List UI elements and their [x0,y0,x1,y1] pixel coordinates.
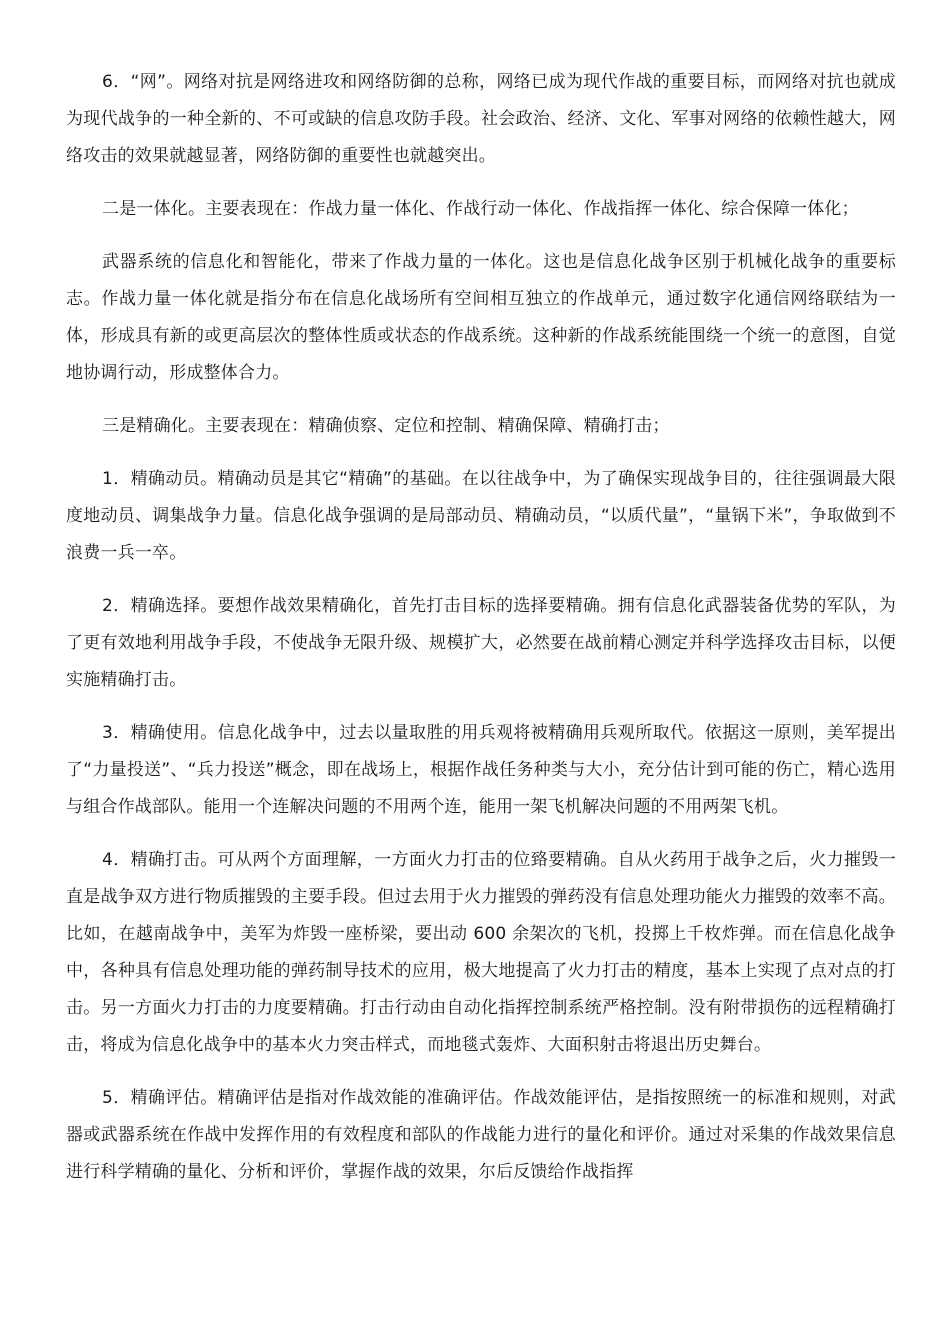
paragraph-precise-mobilization: 1．精确动员。精确动员是其它“精确”的基础。在以往战争中，为了确保实现战争目的，往往强调最大限度地动员、调集战争力量。信息化战争强调的是局部动员、精确动员，“以质代量”，“量锅下米”，争取做到不浪费一兵一卒。 [66,469,896,563]
paragraph-network-confrontation: 6．“网”。网络对抗是网络进攻和网络防御的总称，网络已成为现代作战的重要目标，而网络对抗也就成为现代战争的一种全新的、不可或缺的信息攻防手段。社会政治、经济、文化、军事对网络的依赖性越大，网络攻击的效果就越显著，网络防御的重要性也就越突出。 [66,72,896,166]
paragraph-integration-heading: 二是一体化。主要表现在：作战力量一体化、作战行动一体化、作战指挥一体化、综合保障一体化； [102,199,859,219]
paragraph-precise-selection: 2．精确选择。要想作战效果精确化，首先打击目标的选择要精确。拥有信息化武器装备优势的军队，为了更有效地利用战争手段，不使战争无限升级、规模扩大，必然要在战前精心测定并科学选择攻击目标，以便实施精确打击。 [66,596,896,690]
paragraph-precise-strike: 4．精确打击。可从两个方面理解，一方面火力打击的位臵要精确。自从火药用于战争之后，火力摧毁一直是战争双方进行物质摧毁的主要手段。但过去用于火力摧毁的弹药没有信息处理功能火力摧毁的效率不高。比如，在越南战争中，美军为炸毁一座桥梁，要出动 600 余架次的飞机，投掷上千枚炸弹。而在信息化战争中，各种具有信息处理功能的弹药制导技术的应用，极大地提高了火力打击的精度，基本上实现了点对点的打击。另一方面火力打击的力度要精确。打击行动由自动化指挥控制系统严格控制。没有附带损伤的远程精确打击，将成为信息化战争中的基本火力突击样式，而地毯式轰炸、大面积射击将退出历史舞台。 [66,850,896,1055]
paragraph-precise-assessment: 5．精确评估。精确评估是指对作战效能的准确评估。作战效能评估，是指按照统一的标准和规则，对武器或武器系统在作战中发挥作用的有效程度和部队的作战能力进行的量化和评价。通过对采集的作战效果信息进行科学精确的量化、分析和评价，掌握作战的效果，尔后反馈给作战指挥 [66,1088,896,1182]
paragraph-integration-body: 武器系统的信息化和智能化，带来了作战力量的一体化。这也是信息化战争区别于机械化战争的重要标志。作战力量一体化就是指分布在信息化战场所有空间相互独立的作战单元，通过数字化通信网络联结为一体，形成具有新的或更高层次的整体性质或状态的作战系统。这种新的作战系统能围绕一个统一的意图，自觉地协调行动，形成整体合力。 [66,252,896,383]
paragraph-precise-use: 3．精确使用。信息化战争中，过去以量取胜的用兵观将被精确用兵观所取代。依据这一原则，美军提出了“力量投送”、“兵力投送”概念，即在战场上，根据作战任务种类与大小，充分估计到可能的伤亡，精心选用与组合作战部队。能用一个连解决问题的不用两个连，能用一架飞机解决问题的不用两架飞机。 [66,723,896,817]
paragraph-precision-heading: 三是精确化。主要表现在：精确侦察、定位和控制、精确保障、精确打击； [102,416,670,436]
